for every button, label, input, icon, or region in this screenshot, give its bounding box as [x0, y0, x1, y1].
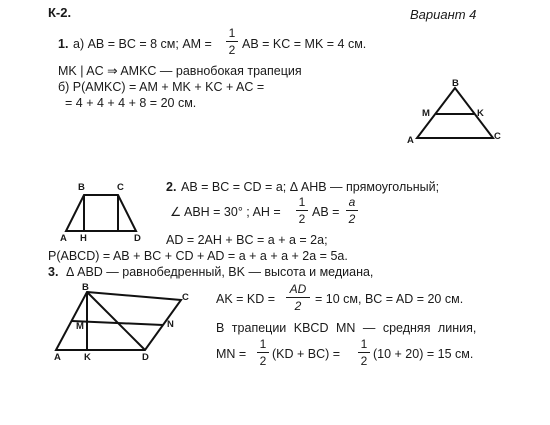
fig3-label-d: D [142, 352, 149, 363]
problem-2-line-3: AD = 2AH + BC = a + a = 2a; [166, 233, 328, 247]
problem-2-line-1: AB = BC = CD = a; Δ AHB — прямоугольный; [181, 180, 440, 194]
fraction-denominator: 2 [360, 354, 368, 368]
fig3-label-a: A [54, 352, 61, 363]
fig3-label-c: C [182, 292, 189, 303]
problem-1-number: 1. [58, 37, 69, 51]
fraction-numerator: 1 [226, 27, 238, 42]
problem-3-number: 3. [48, 265, 59, 279]
fraction-numerator: a [346, 196, 358, 211]
fig3-label-b: B [82, 282, 89, 293]
fig2-label-b: B [78, 182, 85, 193]
fig2-label-a: A [60, 233, 67, 244]
fraction-denominator: 2 [294, 299, 302, 313]
fig3-label-m: M [76, 321, 84, 332]
problem-3-line-3: В трапеции KBCD MN — средняя линия, [216, 321, 477, 335]
fraction-denominator: 2 [298, 212, 306, 226]
header-code: К-2. [48, 5, 72, 20]
problem-3-line-2b: = 10 см, BC = AD = 20 см. [315, 292, 464, 306]
figure-3-parallelogram [56, 292, 181, 350]
header-variant: Вариант 4 [410, 7, 477, 22]
fig1-label-b: B [452, 78, 459, 89]
fraction-numerator: 1 [257, 338, 269, 353]
fig2-label-h: H [80, 233, 87, 244]
fraction-numerator: 1 [358, 338, 370, 353]
fig2-label-c: C [117, 182, 124, 193]
fraction-numerator: 1 [296, 196, 308, 211]
fraction-numerator: AD [286, 283, 310, 298]
figure-2-trapezoid [66, 195, 136, 231]
problem-2-number: 2. [166, 180, 177, 194]
problem-1-line-4: = 4 + 4 + 4 + 8 = 20 см. [65, 96, 197, 110]
problem-2-line-2b: AB = [312, 205, 340, 219]
fig3-label-k: K [84, 352, 91, 363]
fraction-denominator: 2 [228, 43, 236, 57]
fraction-denominator: 2 [348, 212, 356, 226]
problem-3-line-4a: MN = [216, 347, 247, 361]
fig1-label-m: M [422, 108, 430, 119]
problem-2-line-4: P(ABCD) = AB + BC + CD + AD = a + a + a + 2a = 5a. [48, 249, 348, 263]
fig3-label-n: N [167, 319, 174, 330]
problem-1-line-2: MK | AC ⇒ AMKC — равнобокая трапеция [58, 64, 302, 78]
problem-3-line-4b: (KD + BC) = [272, 347, 341, 361]
problem-1-part-a: а) AB = BC = 8 см; AM = [73, 37, 212, 51]
problem-3-line-2a: AK = KD = [216, 292, 276, 306]
fig1-label-k: K [477, 108, 484, 119]
problem-2-line-2a: ∠ ABH = 30° ; AH = [170, 205, 281, 219]
problem-3-line-4c: (10 + 20) = 15 см. [373, 347, 474, 361]
fraction-denominator: 2 [259, 354, 267, 368]
fig1-label-c: C [494, 131, 501, 142]
fig2-label-d: D [134, 233, 141, 244]
problem-1-line-3: б) P(AMKC) = AM + MK + KC + AC = [58, 80, 265, 94]
diagonal-bd [87, 292, 145, 350]
trapezoid-abcd [66, 195, 136, 231]
fig1-label-a: A [407, 135, 414, 146]
problem-3-line-1: Δ ABD — равнобедренный, BK — высота и медиана, [66, 265, 374, 279]
problem-1-part-a-rest: AB = KC = MK = 4 см. [242, 37, 367, 51]
